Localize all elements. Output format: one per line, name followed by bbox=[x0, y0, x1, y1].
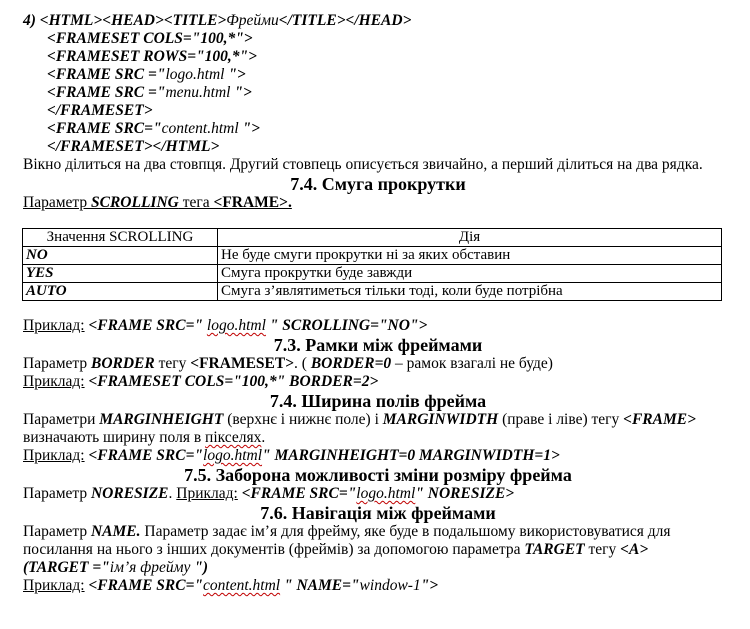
margins-paragraph-2: визначають ширину поля в пікселях. bbox=[23, 429, 266, 446]
table-cell-action: Смуга з’являтиметься тільки тоді, коли буде потрібна bbox=[218, 283, 722, 301]
heading-noresize: 7.5. Заборона можливості зміни розміру фрейма bbox=[184, 465, 572, 485]
navigation-paragraph-3: (TARGET ="ім’я фрейму ") bbox=[23, 559, 209, 576]
navigation-paragraph-1: Параметр NAME. Параметр задає ім’я для фрейму, яке буде в подальшому використовуватися для bbox=[23, 523, 671, 540]
table-row bbox=[23, 283, 722, 301]
table-row bbox=[23, 247, 722, 265]
heading-navigation: 7.6. Навігація між фреймами bbox=[260, 503, 496, 523]
scrolling-example: Приклад: <FRAME SRC=" logo.html " SCROLLING="NO"> bbox=[23, 317, 428, 334]
margins-example: Приклад: <FRAME SRC="logo.html" MARGINHEIGHT=0 MARGINWIDTH=1> bbox=[23, 447, 560, 464]
document-page bbox=[23, 12, 733, 595]
heading-margins: 7.4. Ширина полів фрейма bbox=[269, 391, 487, 411]
code-block bbox=[23, 12, 733, 156]
border-paragraph: Параметр BORDER тегу <FRAMESET>. ( BORDER=0 – рамок взагалі не буде) bbox=[23, 355, 553, 372]
code-line-6: </FRAMESET> bbox=[47, 102, 153, 119]
code-line-4: <FRAME SRC ="logo.html "> bbox=[47, 66, 246, 83]
noresize-paragraph: Параметр NORESIZE. Приклад: <FRAME SRC="logo.html" NORESIZE> bbox=[23, 485, 515, 502]
heading-scrolling: 7.4. Смуга прокрутки bbox=[290, 174, 466, 194]
table-cell-value: NO bbox=[23, 247, 218, 265]
heading-border: 7.3. Рамки між фреймами bbox=[273, 335, 483, 355]
table-cell-value: YES bbox=[23, 265, 218, 283]
scrolling-table bbox=[22, 228, 722, 301]
table-header-row bbox=[23, 229, 722, 247]
code-line-5: <FRAME SRC ="menu.html "> bbox=[47, 84, 252, 101]
table-header-cell: Дія bbox=[218, 229, 722, 247]
code-line-2: <FRAMESET COLS="100,*"> bbox=[47, 30, 253, 47]
margins-paragraph-1: Параметри MARGINHEIGHT (верхнє і нижнє поле) і MARGINWIDTH (праве і ліве) тегу <FRAME> bbox=[23, 411, 696, 428]
border-example: Приклад: <FRAMESET COLS="100,*" BORDER=2> bbox=[23, 373, 379, 390]
paragraph-columns: Вікно ділиться на два стовпця. Другий стовпець описується звичайно, а перший ділиться на два рядка. bbox=[23, 156, 703, 173]
code-line-1: 4) <HTML><HEAD><TITLE>Фрейми</TITLE></HEAD> bbox=[23, 12, 412, 29]
table-row bbox=[23, 265, 722, 283]
code-line-8: </FRAMESET></HTML> bbox=[47, 138, 220, 155]
navigation-example: Приклад: <FRAME SRC="content.html " NAME="window-1"> bbox=[23, 577, 439, 594]
table-header-cell: Значення SCROLLING bbox=[23, 229, 218, 247]
code-line-7: <FRAME SRC="content.html "> bbox=[47, 120, 260, 137]
table-cell-value: AUTO bbox=[23, 283, 218, 301]
table-cell-action: Не буде смуги прокрутки ні за яких обставин bbox=[218, 247, 722, 265]
code-line-3: <FRAMESET ROWS="100,*"> bbox=[47, 48, 257, 65]
scrolling-intro: Параметр SCROLLING тега <FRAME>. bbox=[23, 194, 292, 211]
table-cell-action: Смуга прокрутки буде завжди bbox=[218, 265, 722, 283]
navigation-paragraph-2: посилання на нього з інших документів (фреймів) за допомогою параметра TARGET тегу <A> bbox=[23, 541, 649, 558]
